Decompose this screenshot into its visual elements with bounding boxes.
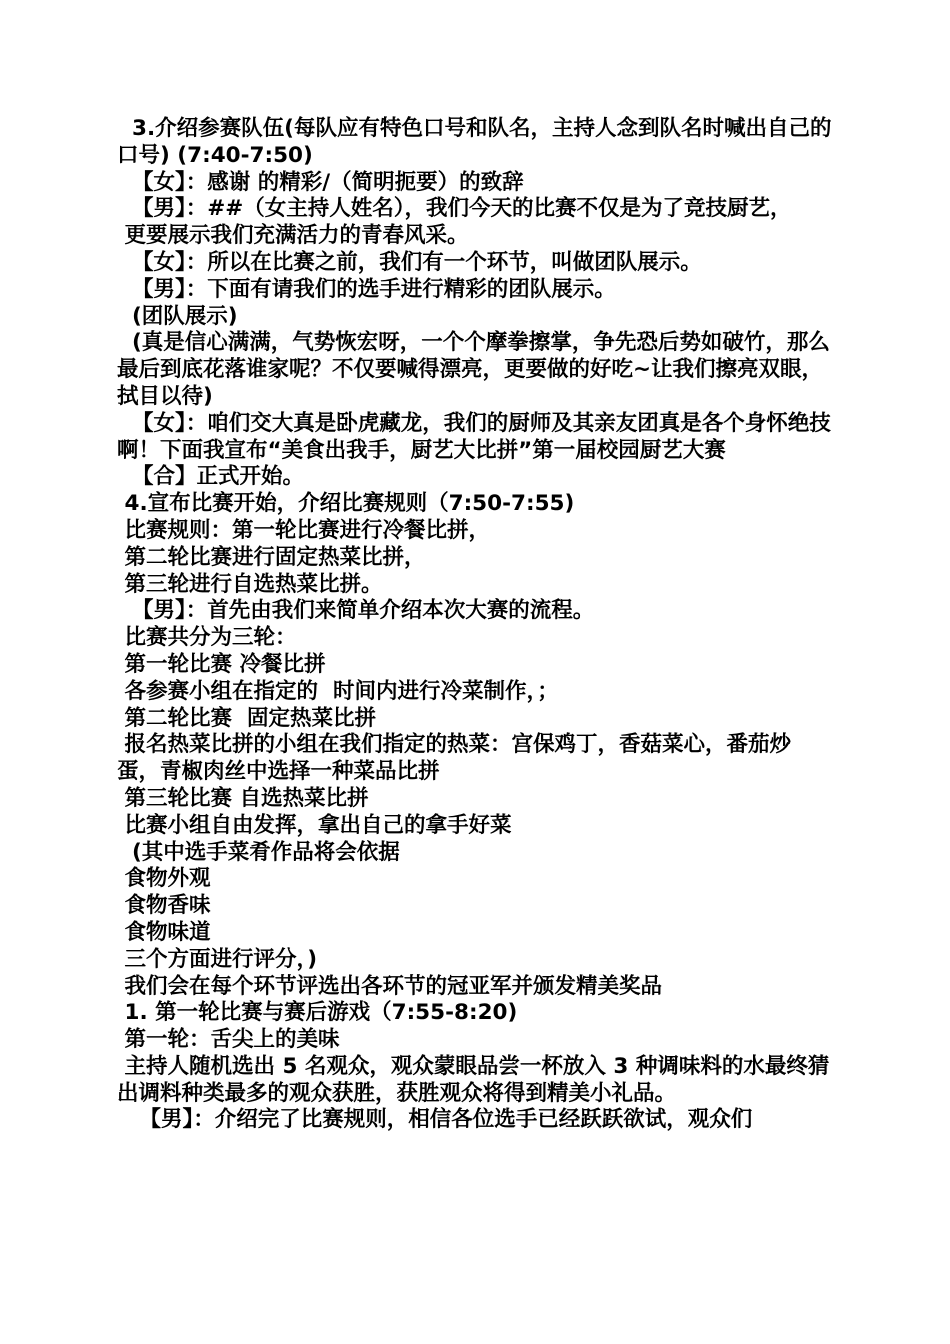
paragraph: 第三轮进行自选热菜比拼。 bbox=[117, 571, 383, 597]
paragraph: 我们会在每个环节评选出各环节的冠亚军并颁发精美奖品 bbox=[117, 973, 663, 999]
paragraph: (其中选手菜肴作品将会依据 bbox=[117, 839, 400, 865]
paragraph: 第三轮比赛 自选热菜比拼 bbox=[117, 785, 369, 811]
paragraph: 【女】：咱们交大真是卧虎藏龙，我们的厨师及其亲友团真是各个身怀绝技啊！下面我宣布“美食出我手，厨艺大比拼”第一届校园厨艺大赛 bbox=[117, 410, 831, 463]
paragraph: 比赛规则：第一轮比赛进行冷餐比拼， bbox=[117, 517, 491, 543]
paragraph: 3.介绍参赛队伍(每队应有特色口号和队名，主持人念到队名时喊出自己的口号) (7:40-7:50) bbox=[117, 116, 832, 168]
paragraph: 三个方面进行评分，) bbox=[117, 946, 318, 972]
paragraph: 4.宣布比赛开始，介绍比赛规则（7:50-7:55) bbox=[117, 491, 575, 517]
paragraph: 【男】：##（女主持人姓名），我们今天的比赛不仅是为了竞技厨艺， bbox=[117, 196, 792, 222]
paragraph: 主持人随机选出 5 名观众，观众蒙眼品尝一杯放入 3 种调味料的水最终猜出调料种类最多的观众获胜，获胜观众将得到精美小礼品。 bbox=[117, 1053, 830, 1106]
paragraph: 食物外观 bbox=[117, 866, 211, 892]
paragraph: (团队展示) bbox=[117, 303, 238, 329]
document-body bbox=[117, 116, 833, 1134]
paragraph: 【女】：所以在比赛之前，我们有一个环节，叫做团队展示。 bbox=[117, 249, 702, 275]
paragraph: 【男】：首先由我们来简单介绍本次大赛的流程。 bbox=[117, 598, 595, 624]
paragraph: 【女】：感谢 的精彩/（简明扼要）的致辞 bbox=[117, 169, 524, 195]
paragraph: 第一轮：舌尖上的美味 bbox=[117, 1027, 340, 1053]
paragraph: 比赛共分为三轮： bbox=[117, 625, 297, 651]
paragraph: 【合】正式开始。 bbox=[117, 464, 304, 490]
paragraph: 比赛小组自由发挥，拿出自己的拿手好菜 bbox=[117, 812, 512, 838]
paragraph: 【男】：介绍完了比赛规则，相信各位选手已经跃跃欲试，观众们 bbox=[117, 1107, 753, 1133]
paragraph: 【男】：下面有请我们的选手进行精彩的团队展示。 bbox=[117, 276, 616, 302]
paragraph: 食物香味 bbox=[117, 893, 211, 919]
paragraph: 更要展示我们充满活力的青春风采。 bbox=[117, 223, 469, 249]
paragraph: (真是信心满满，气势恢宏呀，一个个摩拳擦掌，争先恐后势如破竹，那么最后到底花落谁家呢？不仅要喊得漂亮，更要做的好吃~让我们擦亮双眼，拭目以待) bbox=[117, 330, 830, 409]
paragraph: 第二轮比赛 固定热菜比拼 bbox=[117, 705, 376, 731]
paragraph: 报名热菜比拼的小组在我们指定的热菜：宫保鸡丁，香菇菜心，番茄炒蛋，青椒肉丝中选择一种菜品比拼 bbox=[117, 732, 792, 785]
paragraph: 第一轮比赛 冷餐比拼 bbox=[117, 651, 326, 677]
paragraph: 食物味道 bbox=[117, 919, 211, 945]
paragraph: 1. 第一轮比赛与赛后游戏（7:55-8:20) bbox=[117, 1000, 518, 1026]
paragraph: 第二轮比赛进行固定热菜比拼， bbox=[117, 544, 426, 570]
paragraph: 各参赛小组在指定的 时间内进行冷菜制作，； bbox=[117, 678, 559, 704]
